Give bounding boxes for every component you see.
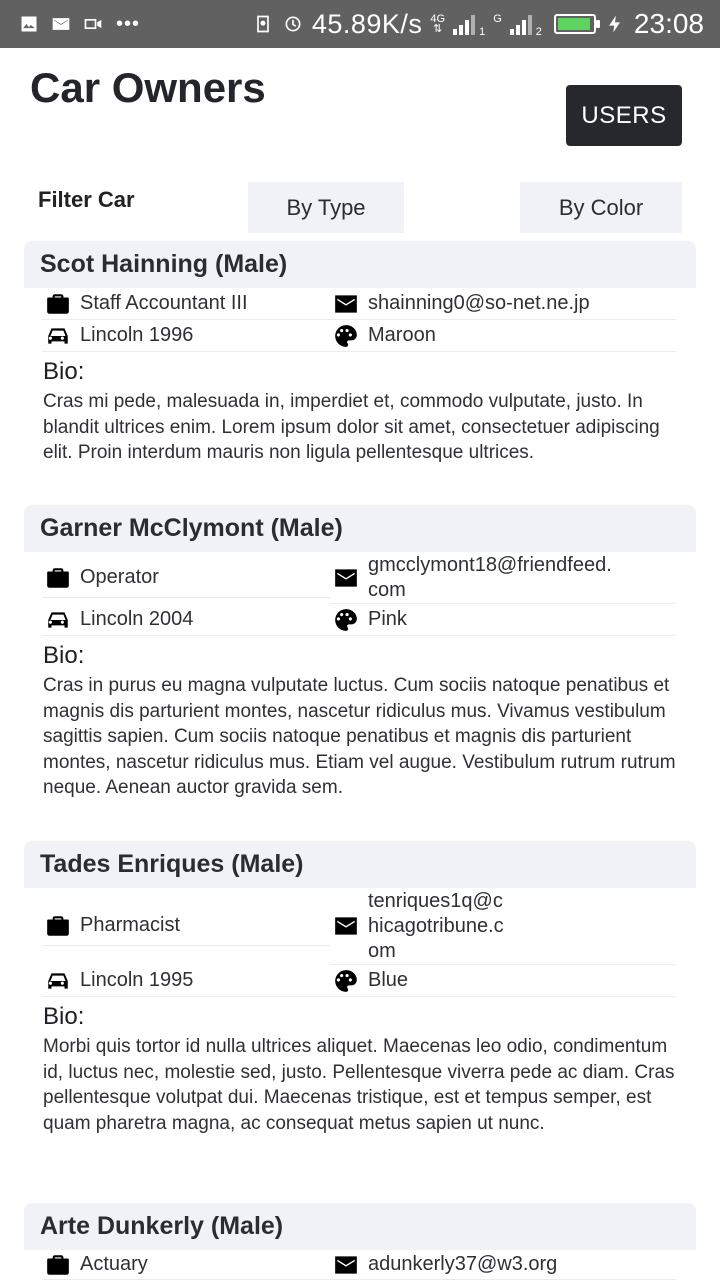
system-icons <box>252 0 704 48</box>
clock: 23:08 <box>633 8 704 39</box>
color-cell <box>330 604 676 636</box>
bio-text: Cras in purus eu magna vulputate luctus. Cum sociis natoque penatibus et magnis dis parturient montes, nascetur ridiculus mus. Vivamus vestibulum sagittis sapien. Cum sociis natoque penatibus et magnis dis parturient montes, nascetur ridiculus mus. Etiam vel augue. Vestibulum rutrum rutrum neque. Aenean auctor gravida sem. <box>43 675 676 799</box>
job-cell <box>42 906 330 946</box>
car-cell <box>42 320 330 352</box>
signal-2-icon <box>510 13 532 35</box>
job-title: Actuary <box>80 1253 148 1275</box>
email-icon <box>332 290 360 318</box>
color-cell <box>330 320 676 352</box>
car-color: Blue <box>368 969 409 991</box>
car-icon <box>44 606 72 634</box>
email-cell <box>330 552 676 604</box>
briefcase-icon <box>44 564 72 592</box>
email-cell <box>330 1250 676 1280</box>
email-icon <box>332 1251 360 1279</box>
network-type-1-label: 4G <box>430 13 446 25</box>
owner-car-row <box>42 965 676 997</box>
job-cell <box>42 1250 330 1280</box>
sim-2-label: 2 <box>535 26 542 38</box>
email-cell <box>330 888 676 965</box>
owner-info-row <box>42 552 676 604</box>
car-model: Lincoln 1996 <box>80 324 194 346</box>
job-title: Operator <box>80 566 159 588</box>
briefcase-icon <box>44 912 72 940</box>
video-icon <box>82 13 104 35</box>
car-color: Pink <box>368 608 407 630</box>
page-title: Car Owners <box>30 64 266 111</box>
network-type-1 <box>430 14 445 34</box>
notification-icons <box>18 0 140 48</box>
filter-label: Filter Car <box>38 187 135 212</box>
email-address: adunkerly37@w3.org <box>368 1253 558 1275</box>
email-icon <box>332 912 360 940</box>
owner-info-row <box>42 1250 676 1280</box>
owner-card <box>24 841 696 1171</box>
bio-label: Bio: <box>43 358 85 385</box>
palette-icon <box>332 606 360 634</box>
job-title: Staff Accountant III <box>80 292 248 314</box>
car-color: Maroon <box>368 324 436 346</box>
users-button[interactable]: USERS <box>566 85 682 146</box>
job-cell <box>42 288 330 320</box>
sim-1-label: 1 <box>479 26 486 38</box>
email-icon <box>332 564 360 592</box>
owner-card <box>24 1203 696 1280</box>
screenshot-icon <box>252 13 274 35</box>
alarm-icon <box>282 13 304 35</box>
email-address: shainning0@so-net.ne.jp <box>368 292 590 314</box>
filter-by-color-button[interactable]: By Color <box>520 182 682 233</box>
bio-text: Cras mi pede, malesuada in, imperdiet et, commodo vulputate, justo. In blandit ultrices enim. Lorem ipsum dolor sit amet, consectetuer adipiscing elit. Proin interdum mauris non ligula pellentesque ultrices. <box>43 391 660 464</box>
bio-label: Bio: <box>43 642 85 669</box>
owner-car-row <box>42 320 676 352</box>
palette-icon <box>332 967 360 995</box>
color-cell <box>330 965 676 997</box>
car-icon <box>44 322 72 350</box>
owner-car-row <box>42 604 676 636</box>
network-speed: 45.89K/s <box>311 8 423 39</box>
bio-text: Morbi quis tortor id nulla ultrices aliquet. Maecenas leo odio, condimentum id, luctus nec, molestie sed, justo. Pellentesque viverra pede ac diam. Cras pellentesque volutpat dui. Maecenas tristique, est et tempus semper, est quam pharetra magna, ac consequat metus sapien ut nunc. <box>43 1036 675 1134</box>
palette-icon <box>332 322 360 350</box>
car-cell <box>42 604 330 636</box>
owner-info-row <box>42 888 676 965</box>
status-bar <box>0 0 720 48</box>
email-cell <box>330 288 676 320</box>
network-type-2-label: G <box>493 13 502 25</box>
battery-level <box>558 18 590 30</box>
briefcase-icon <box>44 1251 72 1279</box>
data-arrows-icon: ⇅ <box>433 23 443 35</box>
email-address: tenriques1q@chicagotribune.com <box>368 889 504 962</box>
owner-name: Garner McClymont (Male) <box>24 505 696 552</box>
network-type-2 <box>493 14 502 34</box>
charging-icon <box>604 13 626 35</box>
more-notifications-icon: ••• <box>116 12 141 35</box>
briefcase-icon <box>44 290 72 318</box>
filter-by-type-button[interactable]: By Type <box>248 182 404 233</box>
owner-card <box>24 241 696 481</box>
car-model: Lincoln 2004 <box>80 608 194 630</box>
mail-icon <box>50 13 72 35</box>
owner-name: Scot Hainning (Male) <box>24 241 696 288</box>
car-model: Lincoln 1995 <box>80 969 194 991</box>
email-address: gmcclymont18@friendfeed.com <box>368 553 612 601</box>
job-title: Pharmacist <box>80 914 181 936</box>
owner-info-row <box>42 288 676 320</box>
owner-card <box>24 505 696 815</box>
signal-1-icon <box>453 13 475 35</box>
car-cell <box>42 965 330 997</box>
job-cell <box>42 558 330 598</box>
car-icon <box>44 967 72 995</box>
bio-label: Bio: <box>43 1003 85 1030</box>
battery-icon <box>554 14 596 34</box>
owner-name: Arte Dunkerly (Male) <box>24 1203 696 1250</box>
image-icon <box>18 13 40 35</box>
owner-name: Tades Enriques (Male) <box>24 841 696 888</box>
